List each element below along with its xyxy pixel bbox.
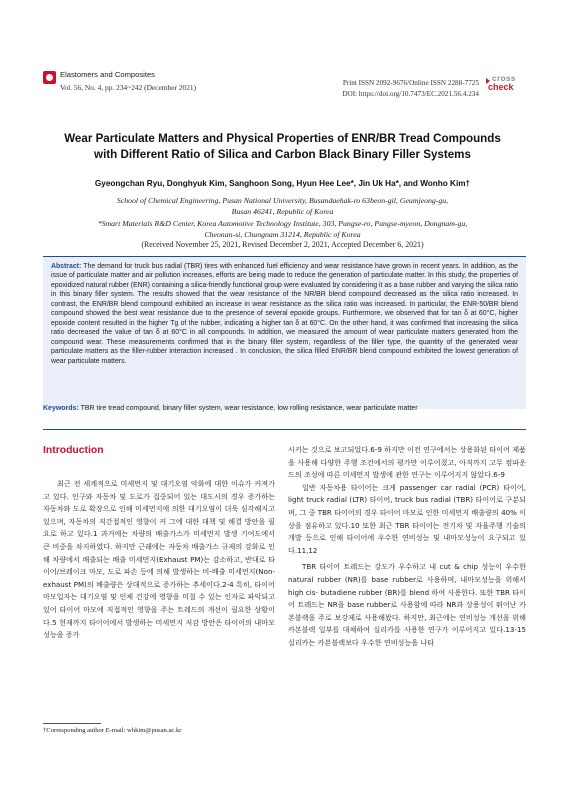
crossmark-bottom-text: check [488,82,514,92]
crossmark-badge-icon[interactable] [486,74,526,94]
title-line-1: Wear Particulate Matters and Physical Properties of ENR/BR Tread Compounds [64,132,501,145]
received-dates: (Received November 25, 2021, Revised December 2, 2021, Accepted December 6, 2021) [141,240,424,249]
paragraph: 최근 전 세계적으로 미세먼지 및 대기오염 악화에 대한 이슈가 커져가고 있다. 인구와 자동차 및 도로가 집중되어 있는 대도시의 경우 증가하는 자동차와 도로 확장으로 인해 미세먼지에 의한 대기오염이 더욱 심각해지고 있으며, 자동차의 직간접적인 영향이 커 그에 대한 대책 및 해결 방안을 필요로 하고 있다.1 과거에는 차량의 배출가스가 미세먼지 발생 기여도에서 큰 비중을 차지하였다. 하지만 근래에는 자동차 배출가스 규제의 강화로 인해 차량에서 배출되는 배출 미세먼지(Exhaust PM)는 감소하고, 반대로 타이어/브레이크 마모, 도로 파손 등에 의해 발생하는 비-배출 미세먼지(Non-exhaust PM)의 배출량은 상대적으로 증가하는 추세이다.2-4 특히, 타이어 마모입자는 대기오염 및 인체 건강에 영향을 미칠 수 있는 인자로 파악되고 있어 타이어 마모에 직접적인 영향을 주는 트레드의 개선이 필요한 상황이다.5 현재까지 타이어에서 발생하는 미세먼지 저감 방안은 타이어의 내마모성능을 증가 [43,479,275,640]
issn-doi [342,78,479,100]
abstract-label: Abstract: [51,263,82,270]
journal-name: Elastomers and Composites [60,70,155,79]
affiliation-1-line-2: Busan 46241, Republic of Korea [231,207,334,216]
body-column-right [288,444,526,650]
doi-link[interactable]: DOI: https://doi.org/10.7473/EC.2021.56.4.234 [342,90,479,98]
affiliation-2-line-2: Cheonan-si, Chungnam 31214, Republic of Korea [204,230,361,239]
paper-title [40,131,525,163]
journal-logo-icon [43,71,56,84]
corresponding-author-footnote: †Corresponding author E-mail: whkim@pusan.ac.kr [43,727,182,734]
affiliation-2-line-1: *Smart Materials R&D Center, Korea Automotive Technology Institute, 303, Pungse-ro, Pungse-myeon, Dongnam-gu, [97,219,468,228]
section-heading-introduction: Introduction [43,445,104,456]
keywords [43,405,526,412]
affiliation-1 [60,195,505,217]
title-line-2: with Different Ratio of Silica and Carbon Black Binary Filler Systems [94,148,471,161]
affiliation-2 [60,218,505,240]
issn-line: Print ISSN 2092-9676/Online ISSN 2288-7725 [342,79,479,87]
abstract-text: The demand for truck bus radial (TBR) tires with enhanced fuel efficiency and wear resistance have grown in recent years. In addition, as the issue of particulate matter and air pollution increases, efforts are being made to reduce the generation of particulate matter. In this study, the properties of epoxidized natural rubber (ENR) containing a silica-friendly functional group were evaluated by considering it as a base rubber and varying the silica ratio in this binary filler system. The results showed that the wear resistance of the NR/BR blend compound decreased as the silica ratio increased. In contrast, the ENR/BR blend compound exhibited an increase in wear resistance as the silica ratio was increased. In particular, the ENR-50/BR blend compound showed the best wear resistance due to the presence of several epoxide groups. Furthermore, we observed that for tan δ at 60°C, higher epoxide content resulted in the higher Tg of the rubber, indicating a higher tan δ at 60°C. On the other hand, it was confirmed that increasing the silica ratio decreased the value of tan δ at 60°C in all compounds. In addition, we measured the amount of wear particulate matters generated from the compound wear. These measurements confirmed that in the binary filler system, regardless of the filler type, the quantity of the generated wear particulate matters as the filler-rubber interaction increased . In conclusion, the silica filled ENR/BR blend compound exhibited the lowest generation of wear particulate matters. [51,263,518,365]
journal-header [43,70,526,100]
body-column-left [43,478,275,642]
affiliation-1-line-1: School of Chemical Engineering, Pusan National University, Busandaehak-ro 63beon-gil, Geumjeong-gu, [116,196,449,205]
keywords-text: TBR tire tread compound, binary filler system, wear resistance, low rolling resistance, wear particulate matter [78,405,418,412]
keywords-label: Keywords: [43,405,79,412]
paragraph: TBR 타이어 트레드는 강도가 우수하고 내 cut & chip 성능이 우수한 natural rubber (NR)를 base rubber로 사용하며, 내마모성능을 위해서 high cis- butadiene rubber (BR)를 blend 하여 사용한다. 또한 TBR 타이어 트레드는 NR을 base rubber로 사용함에 따라 NR과 상용성이 뛰어난 카본블랙을 주로 보강제로 사용해왔다. 하지만, 최근에는 연비성능 개선을 위해 카본블랙 일부를 대체하여 실리카를 사용한 연구가 이루어지고 있다.13-15 실리카는 카본블랙보다 우수한 연비성능을 나타 [288,562,526,647]
footnote-divider [43,723,101,724]
crossmark-top-text: cross [492,74,516,83]
author-list: Gyeongchan Ryu, Donghyuk Kim, Sanghoon Song, Hyun Hee Lee*, Jin Uk Ha*, and Wonho Kim† [94,179,471,188]
paragraph: 시키는 것으로 보고되었다.6-9 하지만 이전 연구에서는 상용화된 타이어 제품을 사용해 다양한 주행 조건에서의 평가만 이루어졌고, 아직까지 고무 컴파운드의 조성에 따른 미세먼지 발생에 관한 연구는 이루어지지 않았다.6-9 [288,445,526,480]
abstract-box [43,256,526,409]
section-divider [43,429,526,430]
paragraph: 일반 자동차용 타이어는 크게 passenger car radial (PCR) 타이어, light truck radial (LTR) 타이어, truck bus radial (TBR) 타이어로 구분되며, 그 중 TBR 타이어의 경우 타이어 마모로 인한 미세먼지 배출량의 40% 이상을 점유하고 있다.10 또한 최근 TBR 타이어는 전기차 및 자율주행 기술의 개발 등으로 인해 타이어에 우수한 연비성능 및 내마모성능이 요구되고 있다.11,12 [288,482,526,555]
volume-info: Vol. 56, No. 4, pp. 234~242 (December 2021) [60,83,197,92]
